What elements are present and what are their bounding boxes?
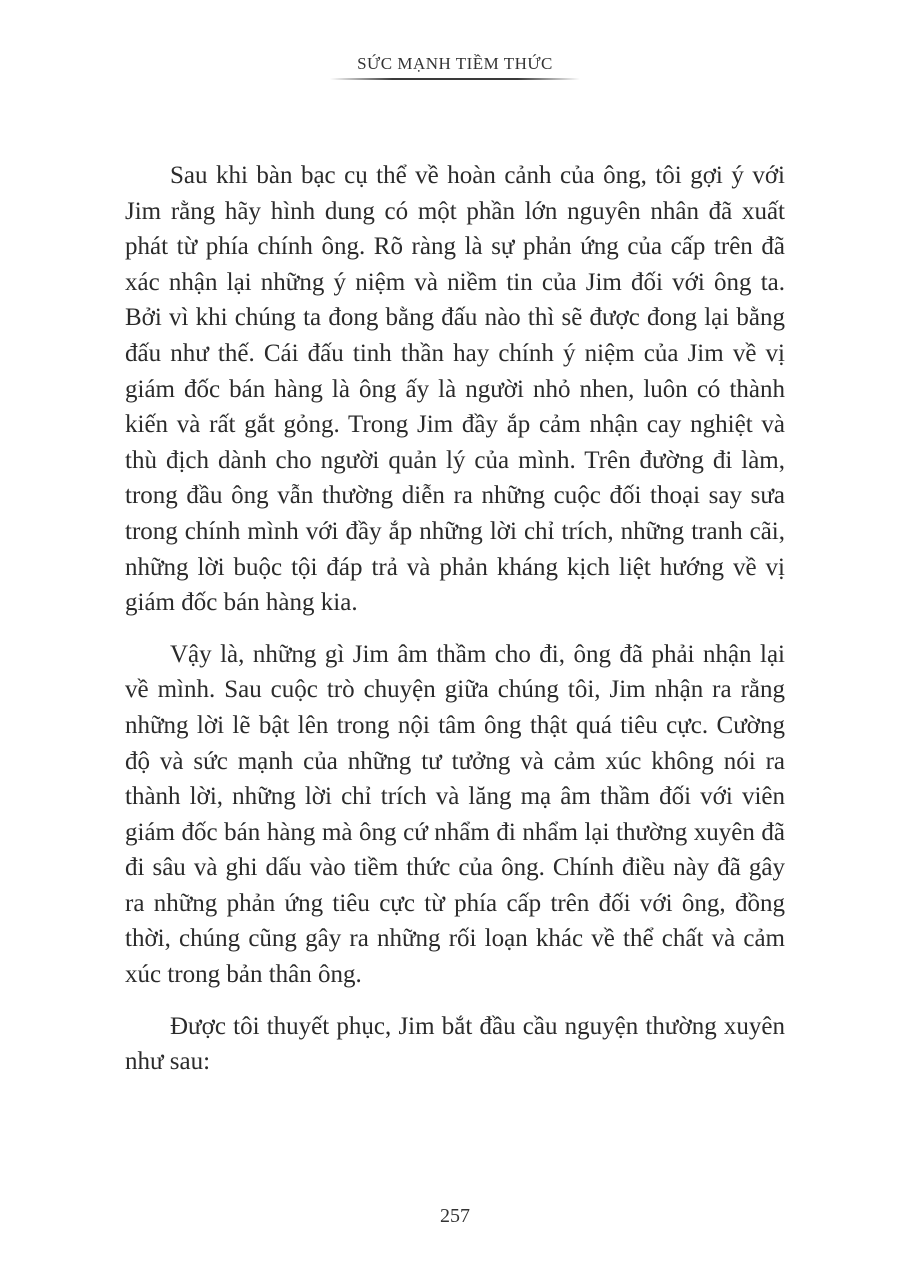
paragraph-1: Sau khi bàn bạc cụ thể về hoàn cảnh của ông, tôi gợi ý với Jim rằng hãy hình dung có một phần lớn nguyên nhân đã xuất phát từ phía chính ông. Rõ ràng là sự phản ứng của cấp trên đã xác nhận lại những ý niệm và niềm tin của Jim đối với ông ta. Bởi vì khi chúng ta đong bằng đấu nào thì sẽ được đong lại bằng đấu như thế. Cái đấu tinh thần hay chính ý niệm của Jim về vị giám đốc bán hàng là ông ấy là người nhỏ nhen, luôn có thành kiến và rất gắt gỏng. Trong Jim đầy ắp cảm nhận cay nghiệt và thù địch dành cho người quản lý của mình. Trên đường đi làm, trong đầu ông vẫn thường diễn ra những cuộc đối thoại say sưa trong chính mình với đầy ắp những lời chỉ trích, những tranh cãi, những lời buộc tội đáp trả và phản kháng kịch liệt hướng về vị giám đốc bán hàng kia. bbox=[125, 162, 785, 617]
page-number: 257 bbox=[440, 1205, 470, 1227]
paragraph-2: Vậy là, những gì Jim âm thầm cho đi, ông đã phải nhận lại về mình. Sau cuộc trò chuyện giữa chúng tôi, Jim nhận ra rằng những lời lẽ bật lên trong nội tâm ông thật quá tiêu cực. Cường độ và sức mạnh của những tư tưởng và cảm xúc không nói ra thành lời, những lời chỉ trích và lăng mạ âm thầm đối với viên giám đốc bán hàng mà ông cứ nhẩm đi nhẩm lại thường xuyên đã đi sâu và ghi dấu vào tiềm thức của ông. Chính điều này đã gây ra những phản ứng tiêu cực từ phía cấp trên đối với ông, đồng thời, chúng cũng gây ra những rối loạn khác về thể chất và cảm xúc trong bản thân ông. bbox=[125, 640, 785, 989]
running-header: SỨC MẠNH TIỀM THỨC bbox=[357, 54, 553, 73]
header-rule bbox=[330, 78, 580, 80]
paragraph-3: Được tôi thuyết phục, Jim bắt đầu cầu nguyện thường xuyên như sau: bbox=[125, 1012, 785, 1076]
body-text bbox=[125, 158, 785, 1096]
